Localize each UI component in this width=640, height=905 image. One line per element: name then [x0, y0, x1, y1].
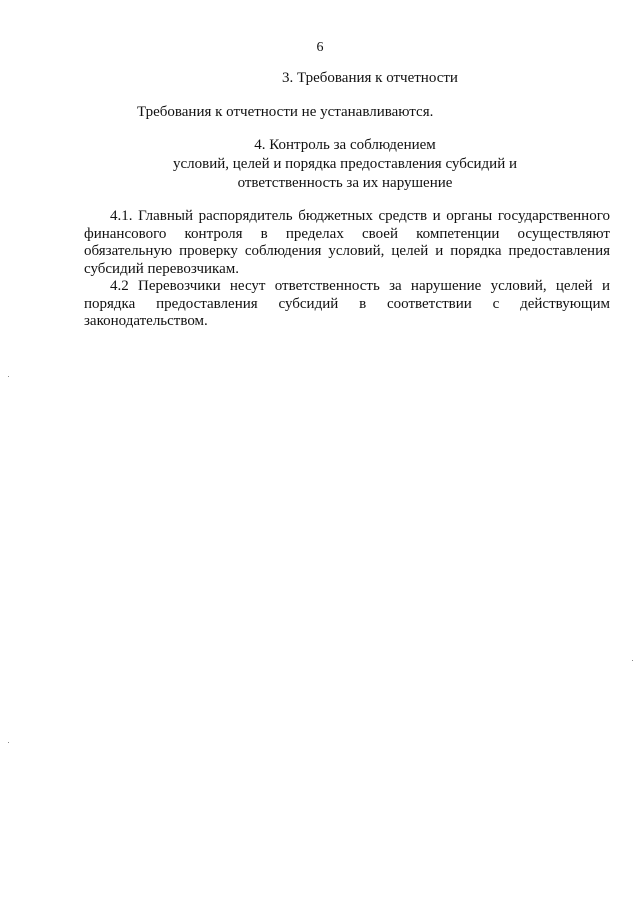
section-4-heading-line-3: ответственность за их нарушение	[237, 175, 453, 191]
scan-speck	[632, 660, 633, 661]
section-3-text: Требования к отчетности не устанавливаются.	[137, 104, 434, 120]
paragraph-4-1: 4.1. Главный распорядитель бюджетных средств и органы государственного финансового контроля в пределах своей компетенции осуществляют обязательную проверку соблюдения условий, целей и порядка предоставления субсидий перевозчикам.	[84, 208, 610, 277]
section-4-body	[84, 208, 610, 331]
section-4-heading-line-1: 4. Контроль за соблюдением	[254, 137, 436, 153]
scan-speck	[8, 376, 9, 377]
section-4-heading-line-2: условий, целей и порядка предоставления субсидий и	[172, 156, 517, 172]
section-3-heading: 3. Требования к отчетности	[282, 70, 458, 86]
page-number: 6	[316, 40, 324, 55]
section-4-heading	[0, 136, 640, 193]
scan-speck	[8, 742, 9, 743]
paragraph-4-2: 4.2 Перевозчики несут ответственность за нарушение условий, целей и порядка предоставления субсидий в соответствии с действующим законодательством.	[84, 278, 610, 329]
